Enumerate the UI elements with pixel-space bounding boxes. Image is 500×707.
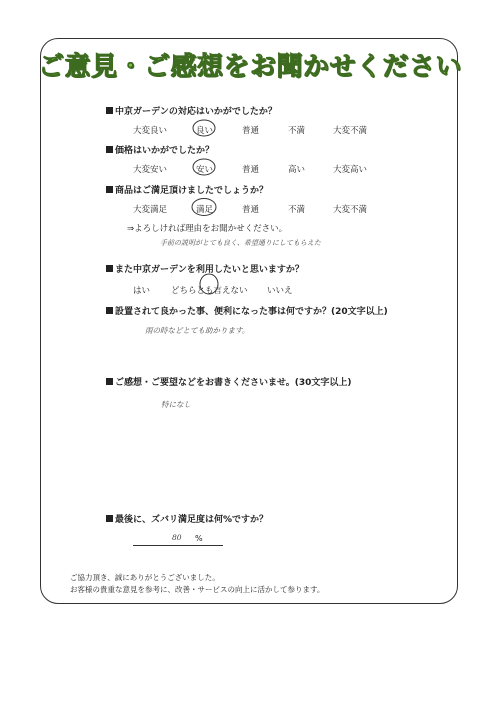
question-2: [106, 143, 214, 156]
q1-option-2[interactable]: 良い: [196, 126, 214, 136]
q3-option-5[interactable]: 大変不満: [333, 205, 368, 215]
q1-option-5[interactable]: 大変不満: [333, 126, 368, 136]
handwritten-satisfaction-value: 80: [172, 533, 182, 542]
bullet-square-icon: [106, 107, 113, 114]
reason-prompt: ⇒よろしければ理由をお聞かせください。: [127, 224, 288, 234]
footer-thanks: ご協力頂き、誠にありがとうございました。: [70, 573, 220, 582]
page-title: ご意見・ご感想をお聞かせください: [37, 52, 462, 82]
percent-unit: %: [195, 534, 203, 543]
q1-option-4[interactable]: 不満: [288, 126, 306, 136]
question-5-text: 設置されて良かった事、便利になった事は何ですか？(20文字以上): [115, 307, 388, 317]
q2-option-4[interactable]: 高い: [288, 165, 306, 175]
bullet-square-icon: [106, 515, 113, 522]
question-6-text: ご感想・ご要望などをお書きくださいませ。(30文字以上): [115, 378, 352, 388]
q4-option-3[interactable]: いいえ: [267, 286, 293, 296]
q3-option-3[interactable]: 普通: [242, 205, 260, 215]
q2-option-5[interactable]: 大変高い: [333, 165, 368, 175]
selection-circle-q1: [191, 118, 217, 138]
question-3: [106, 183, 268, 196]
bullet-square-icon: [106, 146, 113, 153]
handwritten-answer-q5: 雨の時などとても助かります。: [145, 326, 250, 335]
bullet-square-icon: [106, 186, 113, 193]
satisfaction-underline: [133, 545, 223, 546]
bullet-square-icon: [106, 265, 113, 272]
question-1-text: 中京ガーデンの対応はいかがでしたか？: [115, 107, 277, 117]
q3-option-1[interactable]: 大変満足: [133, 205, 168, 215]
q3-option-2[interactable]: 満足: [196, 205, 214, 215]
question-4-text: また中京ガーデンを利用したいと思いますか？: [115, 265, 304, 275]
footer-note: お客様の貴重な意見を参考に、改善・サービスの向上に活かして参ります。: [70, 585, 325, 594]
question-3-text: 商品はご満足頂けましたでしょうか？: [115, 186, 269, 196]
question-1: [106, 104, 277, 117]
question-7-text: 最後に、ズバリ満足度は何%ですか？: [115, 515, 269, 525]
bullet-square-icon: [106, 307, 113, 314]
question-6: [106, 375, 351, 388]
handwritten-answer-q6: 特になし: [161, 400, 191, 409]
q4-option-1[interactable]: はい: [133, 286, 151, 296]
q1-option-1[interactable]: 大変良い: [133, 126, 168, 136]
selection-circle-q2: [191, 157, 217, 177]
selection-circle-q4: [198, 272, 220, 296]
question-2-text: 価格はいかがでしたか？: [115, 146, 215, 156]
q4-option-2[interactable]: どちらとも言えない: [171, 286, 248, 296]
handwritten-reason: 手前の説明がとても良く、希望通りにしてもらえた: [160, 239, 321, 247]
q1-option-3[interactable]: 普通: [242, 126, 260, 136]
selection-circle-q3: [190, 196, 218, 218]
bullet-square-icon: [106, 378, 113, 385]
q3-option-4[interactable]: 不満: [288, 205, 306, 215]
q2-option-3[interactable]: 普通: [242, 165, 260, 175]
q2-option-1[interactable]: 大変安い: [133, 165, 168, 175]
question-5: [106, 304, 388, 317]
question-7: [106, 512, 268, 525]
q2-option-2[interactable]: 安い: [196, 165, 214, 175]
